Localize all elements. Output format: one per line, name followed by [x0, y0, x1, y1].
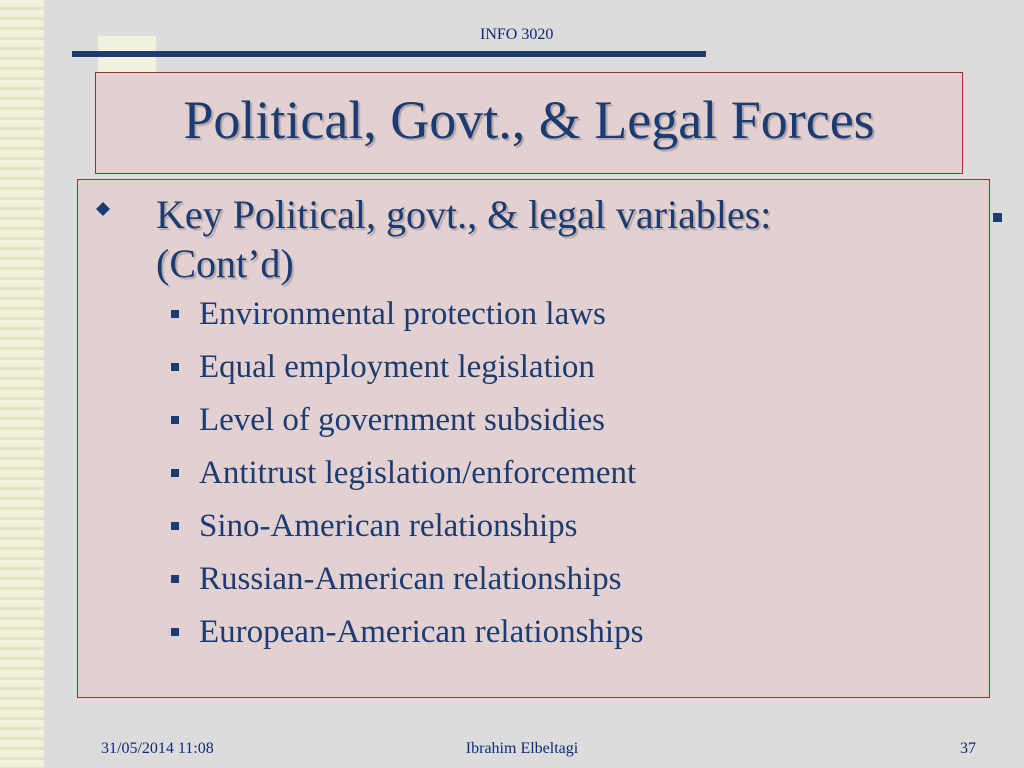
sub-bullet-label: European-American relationships: [199, 614, 644, 650]
sub-bullet-label: Sino-American relationships: [199, 508, 578, 544]
footer-page-number: 37: [960, 740, 976, 757]
square-bullet-icon: [171, 575, 179, 583]
square-bullet-icon: [171, 310, 179, 318]
sub-bullet-item: [168, 555, 968, 608]
square-bullet-icon: [171, 522, 179, 530]
decorative-stripe-column: [0, 0, 44, 768]
sub-bullet-item: [168, 608, 968, 661]
sub-bullet-item: [168, 290, 968, 343]
diamond-bullet-icon: [93, 199, 113, 219]
square-bullet-icon: [171, 469, 179, 477]
main-bullet-line-2: (Cont’d): [156, 241, 294, 286]
footer-author: Ibrahim Elbeltagi: [465, 740, 579, 757]
main-bullet-line-1: Key Political, govt., & legal variables:: [156, 192, 772, 237]
sub-bullet-list: [168, 290, 968, 661]
footer-date: 31/05/2014 11:08: [101, 740, 214, 757]
sub-bullet-item: [168, 502, 968, 555]
sub-bullet-label: Level of government subsidies: [199, 402, 605, 438]
title-box: [95, 72, 963, 174]
sub-bullet-item: [168, 343, 968, 396]
sub-bullet-item: [168, 449, 968, 502]
sub-bullet-label: Antitrust legislation/enforcement: [199, 455, 637, 491]
decorative-square-mark: [993, 213, 1002, 222]
sub-bullet-label: Environmental protection laws: [199, 296, 606, 332]
sub-bullet-label: Russian-American relationships: [199, 561, 622, 597]
header-rule: [72, 51, 706, 57]
slide-title: Political, Govt., & Legal Forces: [183, 90, 875, 150]
sub-bullet-item: [168, 396, 968, 449]
square-bullet-icon: [171, 416, 179, 424]
main-bullet: [156, 190, 916, 288]
course-code: INFO 3020: [480, 26, 554, 43]
square-bullet-icon: [171, 628, 179, 636]
sub-bullet-label: Equal employment legislation: [199, 349, 595, 385]
square-bullet-icon: [171, 363, 179, 371]
